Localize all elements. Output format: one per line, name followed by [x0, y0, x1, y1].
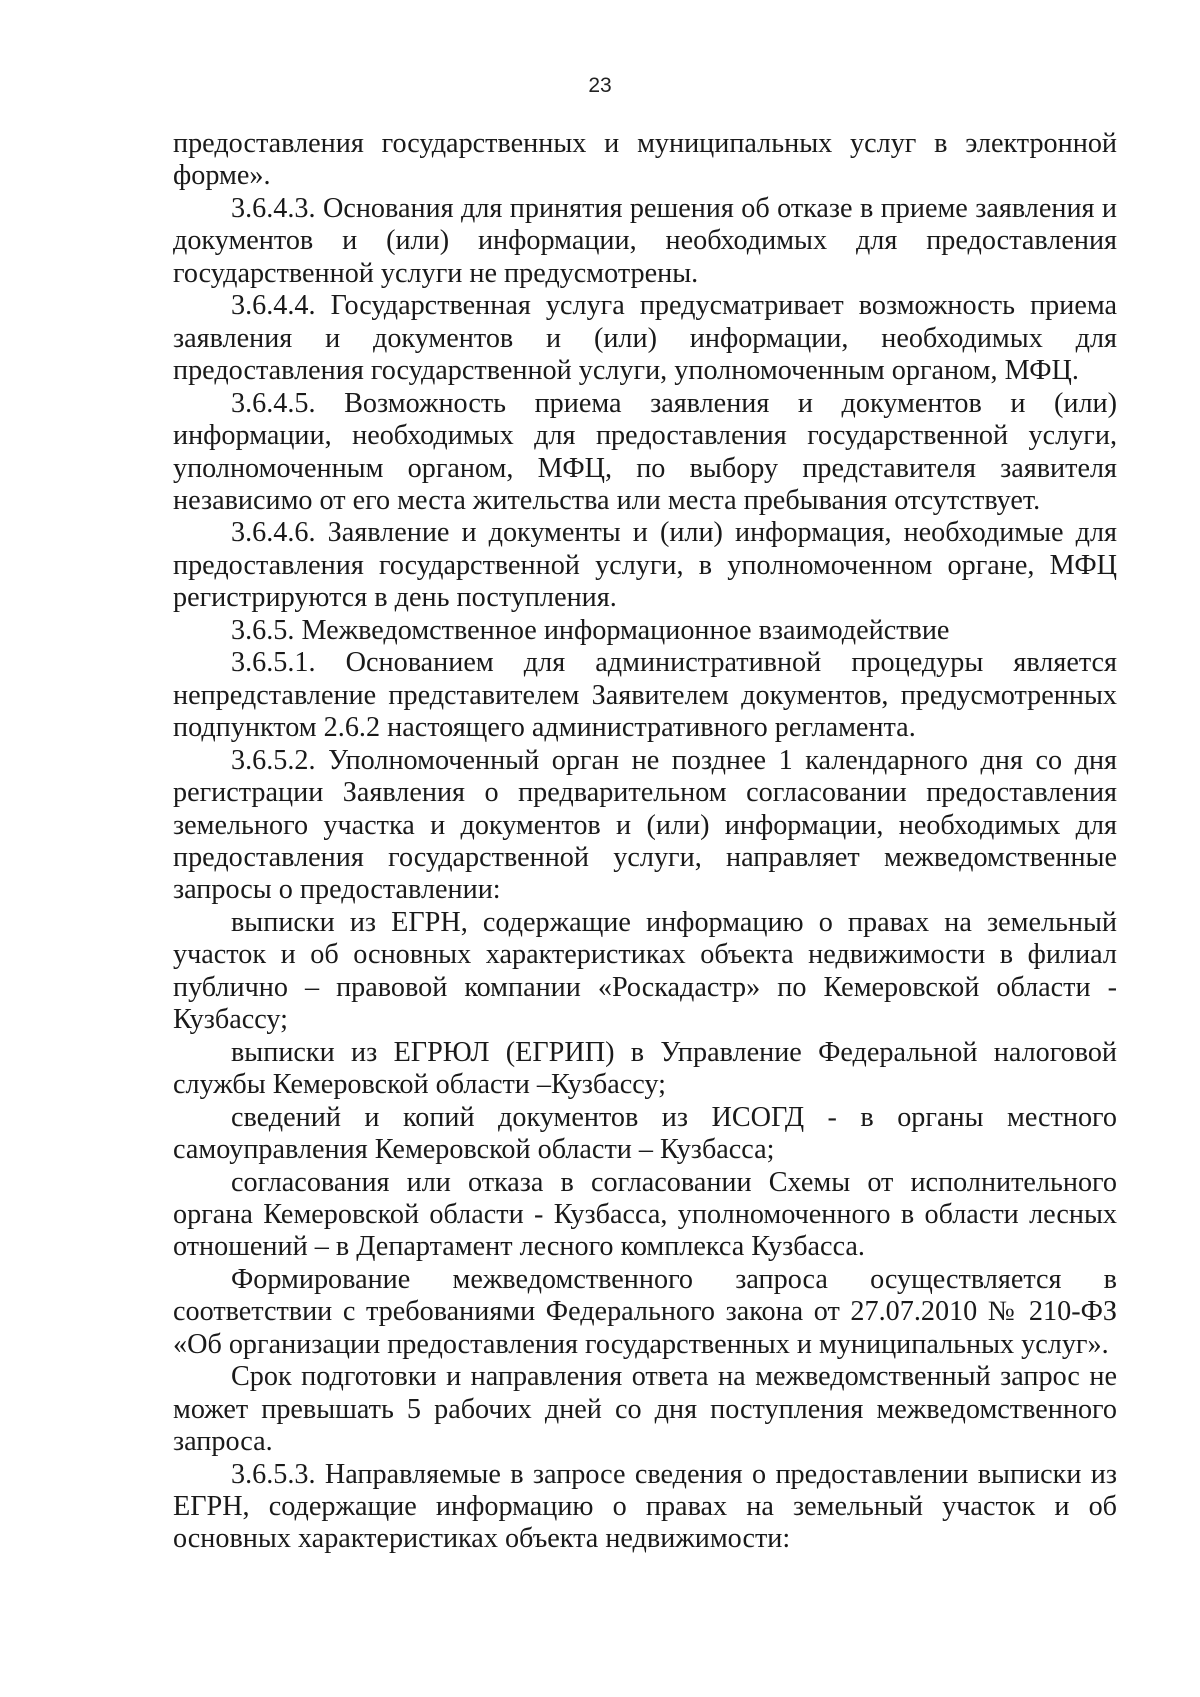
paragraph-3-6-5-3: 3.6.5.3. Направляемые в запросе сведения о предоставлении выписки из ЕГРН, содержащие информацию о правах на земельный участок и об основных характеристиках объекта недвижимости: — [173, 1458, 1117, 1555]
document-body — [173, 128, 1117, 1556]
paragraph-response-deadline: Срок подготовки и направления ответа на межведомственный запрос не может превышать 5 рабочих дней со дня поступления межведомственного запроса. — [173, 1361, 1117, 1458]
paragraph-3-6-4-4: 3.6.4.4. Государственная услуга предусматривает возможность приема заявления и документов и (или) информации, необходимых для предоставления государственной услуги, уполномоченным органом, МФЦ. — [173, 290, 1117, 387]
paragraph-3-6-4-3: 3.6.4.3. Основания для принятия решения об отказе в приеме заявления и документов и (или) информации, необходимых для предоставления государственной услуги не предусмотрены. — [173, 192, 1117, 289]
paragraph-3-6-4-5: 3.6.4.5. Возможность приема заявления и документов и (или) информации, необходимых для предоставления государственной услуги, уполномоченным органом, МФЦ, по выбору представителя заявителя независимо от его места жительства или места пребывания отсутствует. — [173, 387, 1117, 516]
section-heading-3-6-5: 3.6.5. Межведомственное информационное взаимодействие — [231, 614, 950, 646]
paragraph-3-6-5-2: 3.6.5.2. Уполномоченный орган не позднее 1 календарного дня со дня регистрации Заявления о предварительном согласовании предоставления земельного участка и документов и (или) информации, необходимых для предоставления государственной услуги, направляет межведомственные запросы о предоставлении: — [173, 744, 1117, 906]
paragraph-3-6-4-6: 3.6.4.6. Заявление и документы и (или) информация, необходимые для предоставления государственной услуги, в уполномоченном органе, МФЦ регистрируются в день поступления. — [173, 517, 1117, 614]
paragraph-request-formation: Формирование межведомственного запроса осуществляется в соответствии с требованиями Федерального закона от 27.07.2010 № 210-ФЗ «Об организации предоставления государственных и муниципальных услуг». — [173, 1263, 1117, 1360]
page-number: 23 — [588, 74, 612, 97]
list-item-forest-scheme-approval: согласования или отказа в согласовании Схемы от исполнительного органа Кемеровской области - Кузбасса, уполномоченного в области лесных отношений – в Департамент лесного комплекса Кузбасса. — [173, 1166, 1117, 1263]
paragraph-3-6-5-1: 3.6.5.1. Основанием для административной процедуры является непредставление представителем Заявителем документов, предусмотренных подпунктом 2.6.2 настоящего административного регламента. — [173, 647, 1117, 744]
list-item-egrn-extract: выписки из ЕГРН, содержащие информацию о правах на земельный участок и об основных характеристиках объекта недвижимости в филиал публично – правовой компании «Роскадастр» по Кемеровской области - Кузбассу; — [173, 906, 1117, 1036]
list-item-isogd-documents: сведений и копий документов из ИСОГД - в органы местного самоуправления Кемеровской области – Кузбасса; — [173, 1101, 1117, 1166]
list-item-egrul-extract: выписки из ЕГРЮЛ (ЕГРИП) в Управление Федеральной налоговой службы Кемеровской области –Кузбассу; — [173, 1036, 1117, 1101]
paragraph-continuation: предоставления государственных и муниципальных услуг в электронной форме». — [173, 128, 1117, 192]
